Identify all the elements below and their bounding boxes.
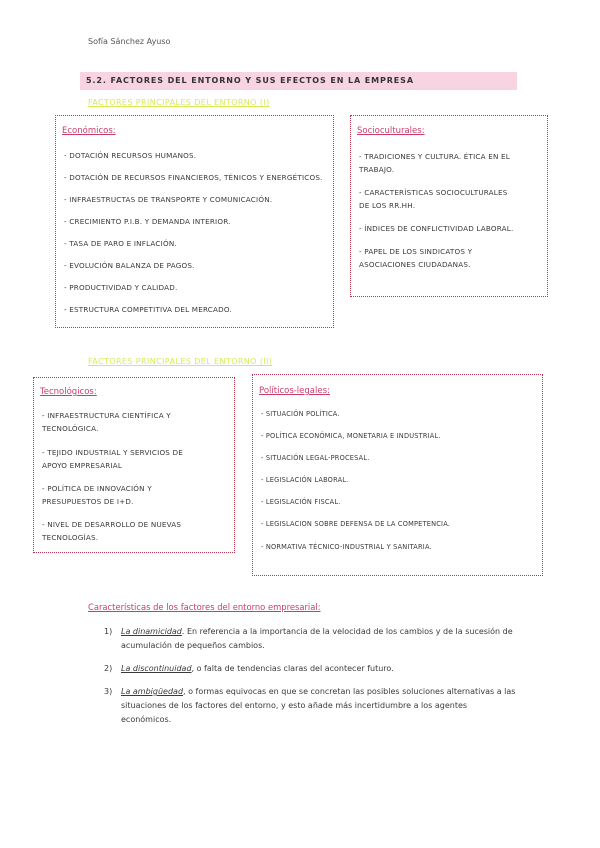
tecnologicos-item — [42, 482, 152, 508]
box-socioculturales-title: Socioculturales: — [357, 126, 425, 136]
list-number: 2) — [104, 664, 113, 673]
economicos-item: - ESTRUCTURA COMPETITIVA DEL MERCADO. — [64, 305, 232, 314]
item-line: ASOCIACIONES CIUDADANAS. — [359, 260, 471, 269]
term: La discontinuidad — [121, 664, 192, 673]
item-line: - NIVEL DE DESARROLLO DE NUEVAS — [42, 520, 182, 529]
tecnologicos-item — [42, 409, 171, 435]
socioculturales-item — [359, 222, 513, 235]
economicos-item: - EVOLUCIÓN BALANZA DE PAGOS. — [64, 261, 195, 270]
item-line: TRABAJO. — [359, 165, 395, 174]
box-socioculturales — [350, 115, 548, 297]
socioculturales-item — [359, 150, 510, 176]
item-line: PRESUPUESTOS DE I+D. — [42, 497, 134, 506]
politicos-item: - LEGISLACIÓN FISCAL. — [261, 498, 341, 506]
term: La ambigüedad — [121, 687, 184, 696]
item-line: - CARACTERÍSTICAS SOCIOCULTURALES — [359, 188, 508, 197]
politicos-item: - NORMATIVA TÉCNICO-INDUSTRIAL Y SANITARIA. — [261, 543, 432, 551]
item-line: DE LOS RR.HH. — [359, 201, 416, 210]
section-header-bar — [80, 72, 517, 90]
socioculturales-item — [359, 245, 472, 271]
tecnologicos-item — [42, 518, 181, 544]
item-line: - POLÍTICA DE INNOVACIÓN Y — [42, 484, 152, 493]
term-description: , o falta de tendencias claras del acontecer futuro. — [191, 664, 394, 673]
item-line: TECNOLOGÍAS. — [42, 533, 99, 542]
politicos-item: - POLÍTICA ECONÓMICA, MONETARIA E INDUSTRIAL. — [261, 432, 441, 440]
politicos-item: - LEGISLACION SOBRE DEFENSA DE LA COMPETENCIA. — [261, 520, 451, 528]
list-text — [121, 625, 516, 653]
economicos-item: - INFRAESTRUCTAS DE TRANSPORTE Y COMUNICACIÓN. — [64, 195, 273, 204]
term-description: . En referencia a la importancia de la velocidad de los cambios y de la sucesión de acumulación de pequeños cambios. — [121, 627, 513, 650]
box-tecnologicos-title: Tecnológicos: — [40, 387, 97, 397]
socioculturales-item — [359, 186, 508, 212]
subheading-factors-2: FACTORES PRINCIPALES DEL ENTORNO (II) — [88, 357, 273, 366]
economicos-item: - DOTACIÓN RECURSOS HUMANOS. — [64, 151, 197, 160]
subheading-factors-1: FACTORES PRINCIPALES DEL ENTORNO (I) — [88, 98, 270, 107]
item-line: - INFRAESTRUCTURA CIENTÍFICA Y — [42, 411, 171, 420]
list-number: 3) — [104, 687, 113, 696]
section-title: 5.2. FACTORES DEL ENTORNO Y SUS EFECTOS EN LA EMPRESA — [86, 76, 414, 85]
box-economicos-title: Económicos: — [62, 126, 116, 136]
item-line: APOYO EMPRESARIAL — [42, 461, 123, 470]
politicos-item: - SITUACIÓN POLÍTICA. — [261, 410, 340, 418]
box-politicos-legales — [252, 374, 543, 576]
box-politicos-title: Políticos-legales: — [259, 386, 330, 396]
economicos-item: - CRECIMIENTO P.I.B. Y DEMANDA INTERIOR. — [64, 217, 231, 226]
author-name: Sofía Sánchez Ayuso — [88, 37, 171, 46]
term: La dinamicidad — [121, 627, 182, 636]
item-line: - PAPEL DE LOS SINDICATOS Y — [359, 247, 473, 256]
term-description: , o formas equivocas en que se concretan las posibles soluciones alternativas a las situaciones de los factores del entorno, y esto añade más incertidumbre a los agentes económicos. — [121, 687, 516, 724]
politicos-item: - LEGISLACIÓN LABORAL. — [261, 476, 349, 484]
box-economicos — [55, 115, 334, 328]
list-text — [121, 662, 516, 676]
tecnologicos-item — [42, 446, 183, 472]
characteristics-title: Características de los factores del entorno empresarial: — [88, 602, 321, 612]
item-line: - ÍNDICES DE CONFLICTIVIDAD LABORAL. — [359, 224, 514, 233]
item-line: - TEJIDO INDUSTRIAL Y SERVICIOS DE — [42, 448, 184, 457]
economicos-item: - TASA DE PARO E INFLACIÓN. — [64, 239, 177, 248]
box-tecnologicos — [33, 377, 235, 553]
list-text — [121, 685, 516, 727]
item-line: TECNOLÓGICA. — [42, 424, 99, 433]
economicos-item: - DOTACIÓN DE RECURSOS FINANCIEROS, TÉNICOS Y ENERGÉTICOS. — [64, 173, 323, 182]
item-line: - TRADICIONES Y CULTURA. ÉTICA EN EL — [359, 152, 511, 161]
politicos-item: - SITUACIÓN LEGAL-PROCESAL. — [261, 454, 370, 462]
list-number: 1) — [104, 627, 113, 636]
economicos-item: - PRODUCTIVIDAD Y CALIDAD. — [64, 283, 178, 292]
